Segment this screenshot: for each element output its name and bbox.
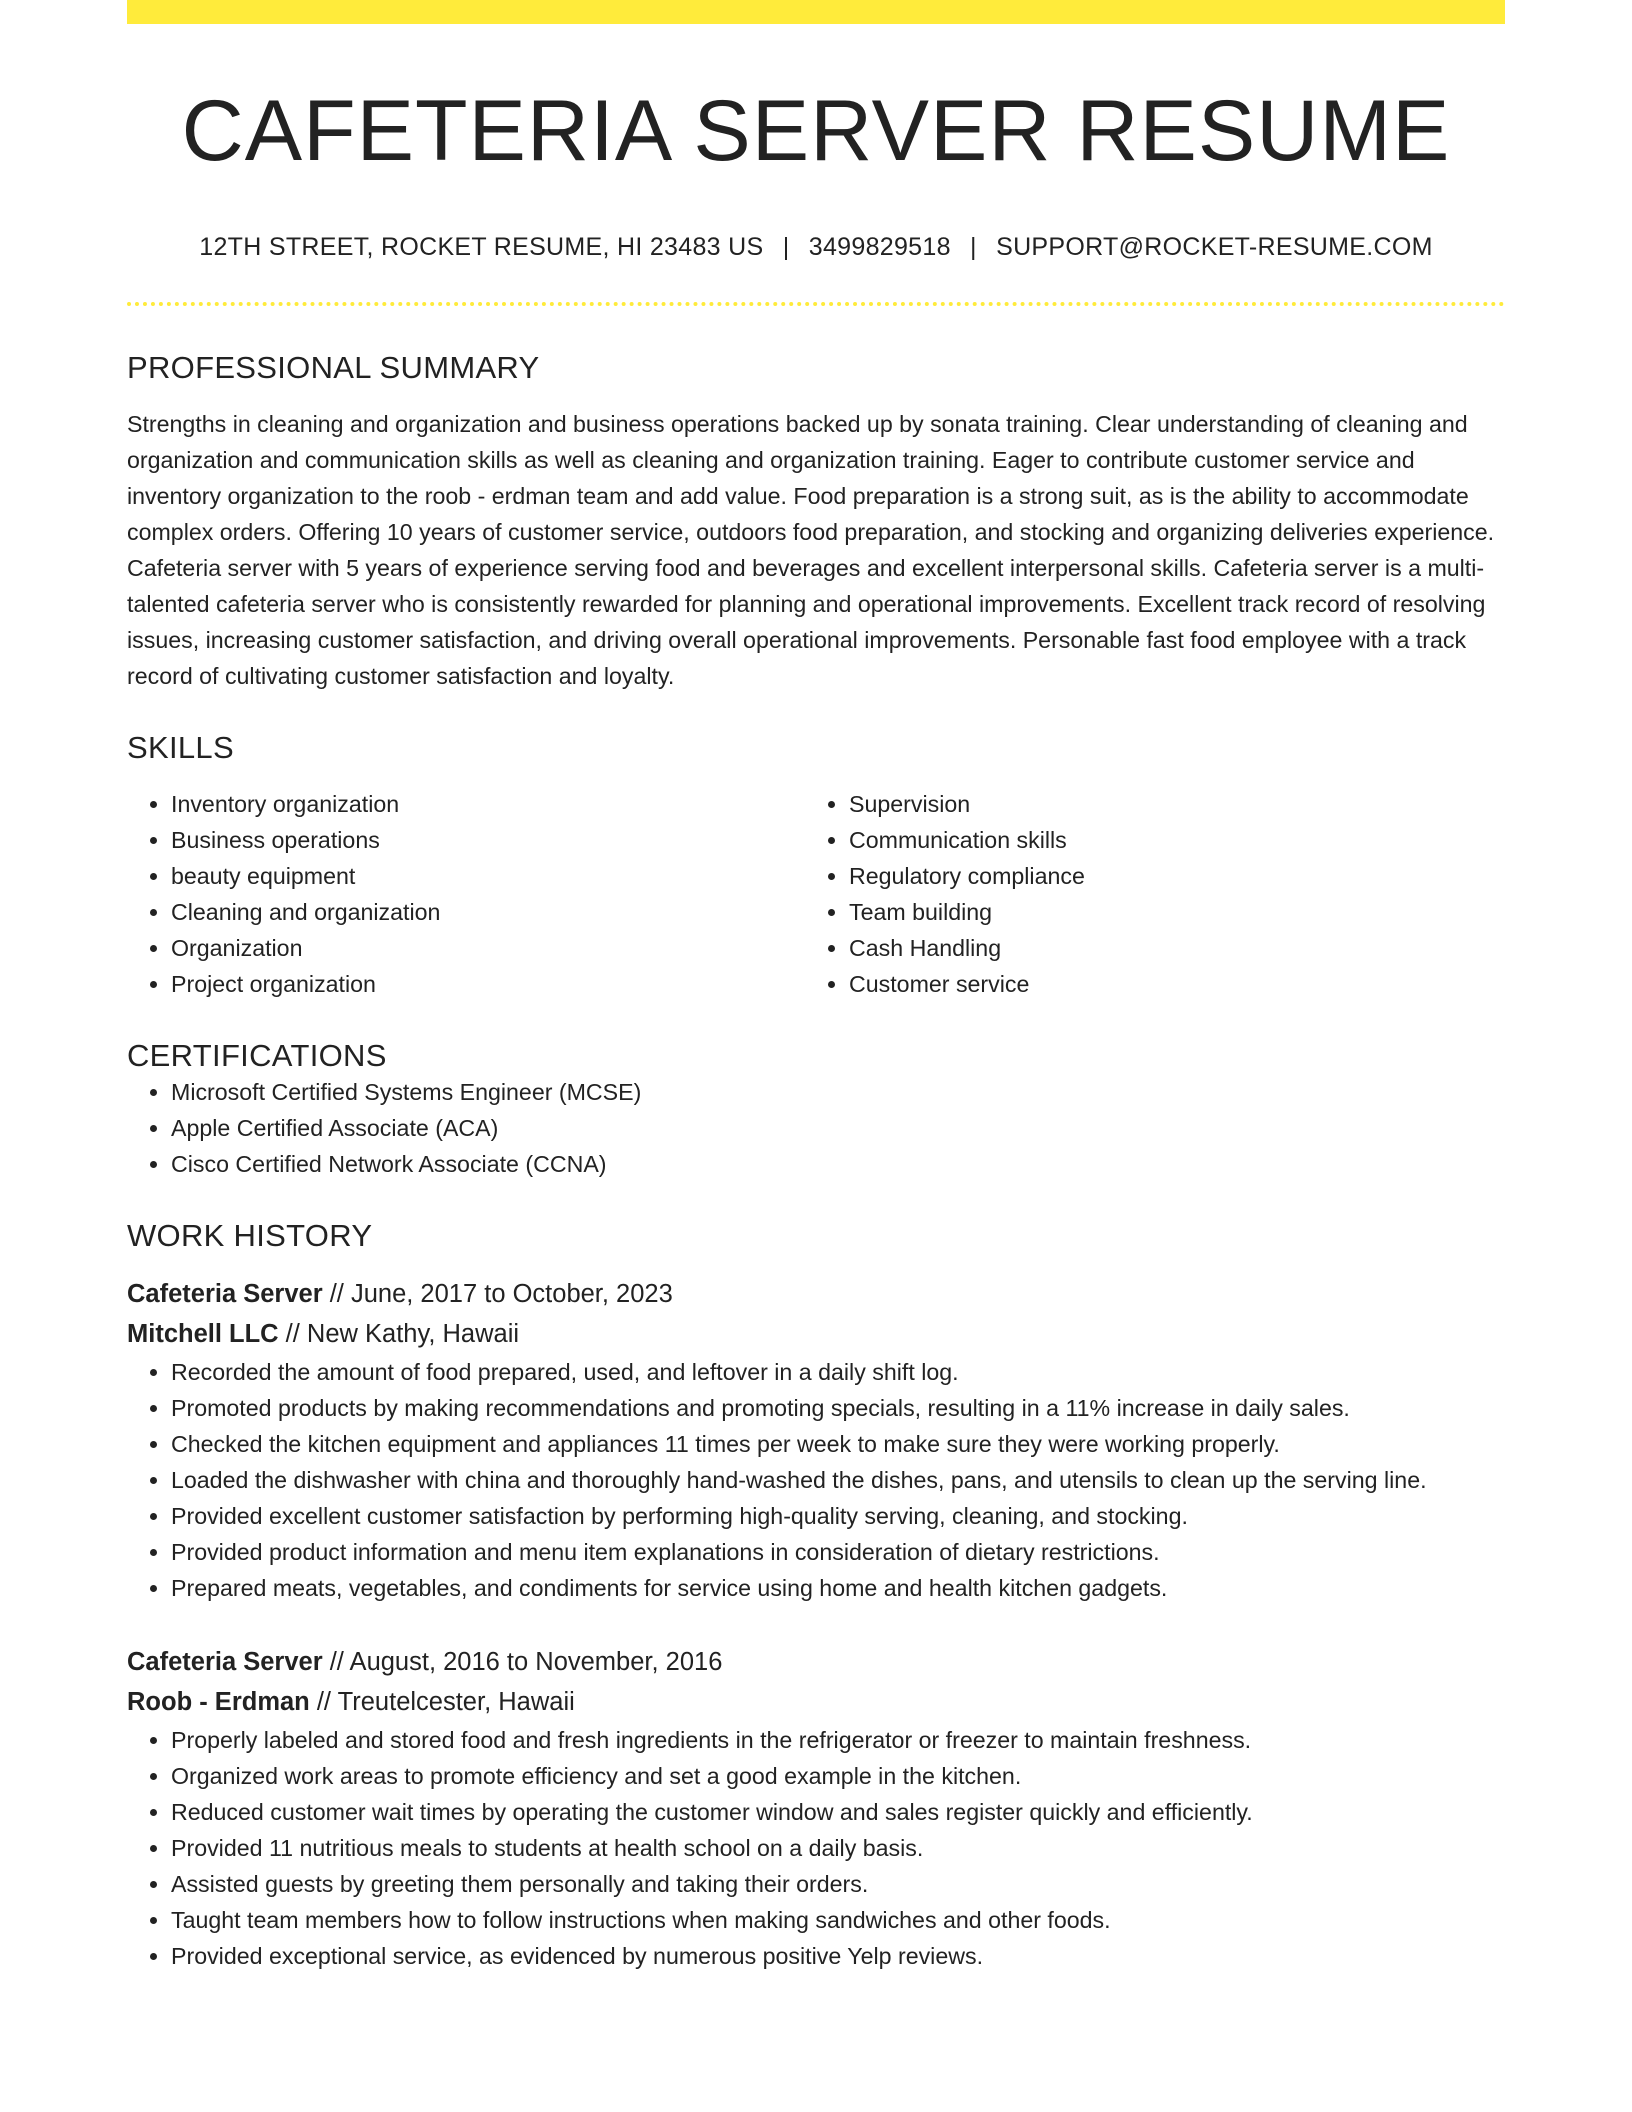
job-title-line [127, 1642, 1505, 1682]
certifications-heading: CERTIFICATIONS [127, 1037, 387, 1073]
skill-item: • Supervision [849, 786, 1505, 822]
resume-page [127, 0, 1505, 1974]
skill-item: • Organization [171, 930, 816, 966]
job-dates: // June, 2017 to October, 2023 [322, 1279, 673, 1308]
job-entry [127, 1274, 1505, 1606]
job-duty: • Loaded the dishwasher with china and thoroughly hand-washed the dishes, pans, and utensils to clean up the serving line. [171, 1462, 1505, 1498]
job-company-line [127, 1314, 1505, 1354]
job-duty: • Taught team members how to follow instructions when making sandwiches and other foods. [171, 1902, 1505, 1938]
top-accent-bar [127, 0, 1505, 24]
certification-item: • Apple Certified Associate (ACA) [171, 1110, 1505, 1146]
job-dates: // August, 2016 to November, 2016 [322, 1647, 723, 1676]
contact-separator: | [970, 232, 977, 261]
certifications-list [127, 1074, 1505, 1182]
resume-title: CAFETERIA SERVER RESUME [181, 83, 1451, 179]
job-duty: • Assisted guests by greeting them personally and taking their orders. [171, 1866, 1505, 1902]
contact-phone: 3499829518 [808, 232, 951, 261]
job-duty: • Prepared meats, vegetables, and condiments for service using home and health kitchen gadgets. [171, 1570, 1505, 1606]
skill-item: • Cleaning and organization [171, 894, 816, 930]
summary-heading: PROFESSIONAL SUMMARY [127, 349, 540, 385]
job-duty: • Provided excellent customer satisfaction by performing high-quality serving, cleaning, and stocking. [171, 1498, 1505, 1534]
job-company-line [127, 1682, 1505, 1722]
skills-grid [127, 786, 1505, 1002]
skill-item: • Business operations [171, 822, 816, 858]
job-position: Cafeteria Server [127, 1279, 323, 1308]
job-company: Roob - Erdman [127, 1687, 310, 1716]
job-duty: • Provided product information and menu item explanations in consideration of dietary restrictions. [171, 1534, 1505, 1570]
job-duties-list [127, 1354, 1505, 1606]
certification-item: • Microsoft Certified Systems Engineer (MCSE) [171, 1074, 1505, 1110]
job-company: Mitchell LLC [127, 1319, 279, 1348]
job-position: Cafeteria Server [127, 1647, 323, 1676]
summary-text: Strengths in cleaning and organization and business operations backed up by sonata training. Clear understanding of cleaning and organization and communication skills as well as cleaning and organization training. Eager to contribute customer service and inventory organization to the roob - erdman team and add value. Food preparation is a strong suit, as is the ability to accommodate complex orders. Offering 10 years of customer service, outdoors food preparation, and stocking and organizing deliveries experience. Cafeteria server with 5 years of experience serving food and beverages and excellent interpersonal skills. Cafeteria server is a multi-talented cafeteria server who is consistently rewarded for planning and operational improvements. Excellent track record of resolving issues, increasing customer satisfaction, and driving overall operational improvements. Personable fast food employee with a track record of cultivating customer satisfaction and loyalty. [127, 410, 1495, 689]
skill-item: • beauty equipment [171, 858, 816, 894]
job-title-line [127, 1274, 1505, 1314]
contact-address: 12TH STREET, ROCKET RESUME, HI 23483 US [199, 232, 764, 261]
job-duty: • Recorded the amount of food prepared, used, and leftover in a daily shift log. [171, 1354, 1505, 1390]
job-entry [127, 1642, 1505, 1974]
job-duty: • Provided 11 nutritious meals to students at health school on a daily basis. [171, 1830, 1505, 1866]
skill-item: • Team building [849, 894, 1505, 930]
dotted-divider [127, 302, 1505, 306]
contact-email: SUPPORT@ROCKET-RESUME.COM [996, 232, 1433, 261]
contact-line [127, 233, 1505, 262]
skills-list-right [816, 786, 1505, 1002]
job-duty: • Reduced customer wait times by operating the customer window and sales register quickly and efficiently. [171, 1794, 1505, 1830]
job-duty: • Provided exceptional service, as evidenced by numerous positive Yelp reviews. [171, 1938, 1505, 1974]
job-duty: • Promoted products by making recommendations and promoting specials, resulting in a 11% increase in daily sales. [171, 1390, 1505, 1426]
job-duties-list [127, 1722, 1505, 1974]
job-location: // New Kathy, Hawaii [278, 1319, 520, 1348]
job-duty: • Properly labeled and stored food and fresh ingredients in the refrigerator or freezer to maintain freshness. [171, 1722, 1505, 1758]
skills-heading: SKILLS [127, 729, 234, 765]
skill-item: • Project organization [171, 966, 816, 1002]
skill-item: • Customer service [849, 966, 1505, 1002]
job-duty: • Checked the kitchen equipment and appliances 11 times per week to make sure they were working properly. [171, 1426, 1505, 1462]
skills-list-left [127, 786, 816, 1002]
skills-column-right [816, 786, 1505, 1002]
skills-column-left [127, 786, 816, 1002]
job-location: // Treutelcester, Hawaii [309, 1687, 575, 1716]
skill-item: • Communication skills [849, 822, 1505, 858]
work-history-heading: WORK HISTORY [127, 1217, 373, 1253]
job-duty: • Organized work areas to promote efficiency and set a good example in the kitchen. [171, 1758, 1505, 1794]
skill-item: • Inventory organization [171, 786, 816, 822]
contact-separator: | [782, 232, 790, 261]
skill-item: • Cash Handling [849, 930, 1505, 966]
certification-item: • Cisco Certified Network Associate (CCNA) [171, 1146, 1505, 1182]
skill-item: • Regulatory compliance [849, 858, 1505, 894]
